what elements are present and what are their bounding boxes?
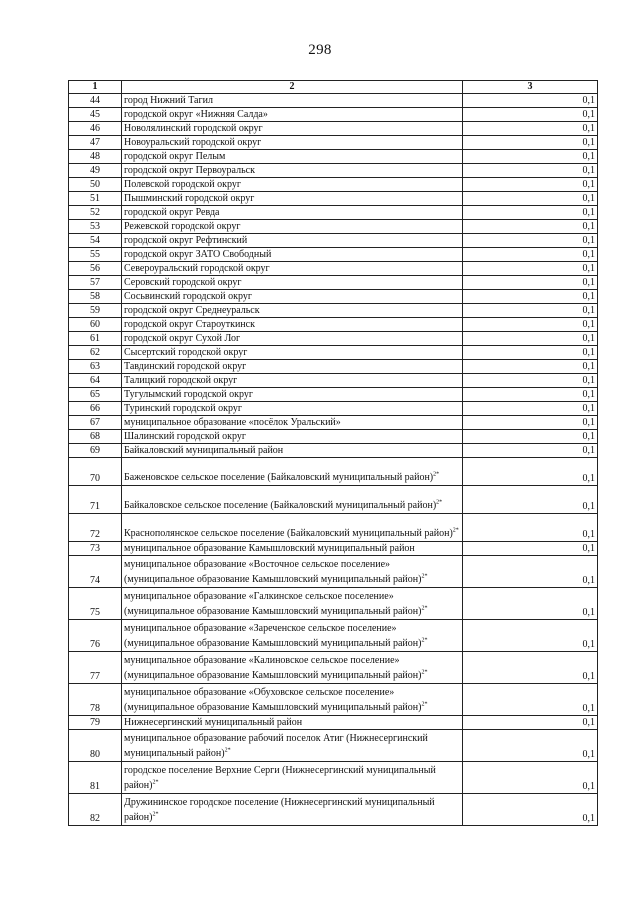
row-value: 0,1 [463,276,598,290]
row-value: 0,1 [463,290,598,304]
row-number: 70 [69,458,122,486]
row-number: 67 [69,416,122,430]
row-number: 51 [69,192,122,206]
row-name-cell [122,794,463,826]
header-col-3: 3 [463,81,598,94]
row-name-cell [122,248,463,262]
row-number: 65 [69,388,122,402]
table-row [69,360,598,374]
row-name-cell [122,136,463,150]
table-row [69,234,598,248]
row-name: городской округ Сухой Лог [124,333,241,344]
row-value: 0,1 [463,716,598,730]
row-number: 56 [69,262,122,276]
row-name: Сосьвинский городской округ [124,291,252,302]
row-name-cell [122,192,463,206]
row-name: Талицкий городской округ [124,375,238,386]
row-number: 48 [69,150,122,164]
footnote-mark: 2* [224,747,231,754]
page-number: 298 [308,42,332,58]
footnote-mark: 2* [152,779,159,786]
row-name-cell [122,444,463,458]
table-row [69,794,598,826]
row-name-cell [122,346,463,360]
table-row [69,304,598,318]
row-number: 61 [69,332,122,346]
row-number: 71 [69,486,122,514]
table-row [69,262,598,276]
table-row [69,220,598,234]
row-value: 0,1 [463,762,598,794]
row-number: 78 [69,684,122,716]
row-name-cell [122,416,463,430]
row-name: город Нижний Тагил [124,95,213,106]
row-name-cell [122,220,463,234]
row-name: Тугулымский городской округ [124,389,253,400]
row-name-cell [122,762,463,794]
row-name-cell [122,556,463,588]
row-value: 0,1 [463,192,598,206]
row-name-cell [122,276,463,290]
footnote-mark: 2* [421,637,428,644]
row-value: 0,1 [463,514,598,542]
table-row [69,556,598,588]
row-name-cell [122,122,463,136]
row-number: 63 [69,360,122,374]
row-name-cell [122,290,463,304]
row-value: 0,1 [463,652,598,684]
row-number: 79 [69,716,122,730]
table-row [69,206,598,220]
row-name: Байкаловское сельское поселение (Байкаловский муниципальный район) [124,500,437,511]
row-name-cell [122,108,463,122]
table-header-row [69,81,598,94]
row-value: 0,1 [463,136,598,150]
row-name: городской округ Рефтинский [124,235,248,246]
row-value: 0,1 [463,486,598,514]
row-value: 0,1 [463,94,598,108]
row-number: 49 [69,164,122,178]
footnote-mark: 2* [433,471,440,478]
row-number: 57 [69,276,122,290]
table-body [69,81,598,826]
row-value: 0,1 [463,542,598,556]
row-name: Баженовское сельское поселение (Байкаловский муниципальный район) [124,472,434,483]
row-name: муниципальное образование рабочий поселок Атиг (Нижнесергинский муниципальный район) [124,733,428,759]
table-row [69,542,598,556]
row-name: муниципальное образование «Калиновское сельское поселение» (муниципальное образование Камышловский муниципальный район) [124,655,422,681]
row-name: Байкаловский муниципальный район [124,445,284,456]
row-value: 0,1 [463,360,598,374]
row-name: Нижнесергинский муниципальный район [124,717,303,728]
table-row [69,332,598,346]
table-row [69,178,598,192]
row-name: городской округ Среднеуральск [124,305,260,316]
row-name-cell [122,206,463,220]
table-row [69,430,598,444]
row-value: 0,1 [463,332,598,346]
row-number: 75 [69,588,122,620]
row-name: Североуральский городской округ [124,263,270,274]
table-row [69,318,598,332]
row-number: 54 [69,234,122,248]
row-name: Полевской городской округ [124,179,241,190]
row-number: 44 [69,94,122,108]
row-name: Краснополянское сельское поселение (Байкаловский муниципальный район) [124,528,453,539]
row-name-cell [122,164,463,178]
row-value: 0,1 [463,248,598,262]
row-value: 0,1 [463,206,598,220]
row-name-cell [122,430,463,444]
row-name-cell [122,588,463,620]
row-name: городской округ Пелым [124,151,226,162]
row-value: 0,1 [463,374,598,388]
row-name-cell [122,304,463,318]
row-name: муниципальное образование «посёлок Уральский» [124,417,341,428]
table-row [69,730,598,762]
row-name-cell [122,684,463,716]
row-name: Новоуральский городской округ [124,137,262,148]
row-name: городской округ ЗАТО Свободный [124,249,272,260]
row-number: 64 [69,374,122,388]
row-value: 0,1 [463,164,598,178]
row-value: 0,1 [463,620,598,652]
row-value: 0,1 [463,388,598,402]
row-number: 73 [69,542,122,556]
row-name: муниципальное образование «Восточное сельское поселение» (муниципальное образование Камышловский муниципальный район) [124,559,422,585]
table-row [69,716,598,730]
row-name-cell [122,360,463,374]
row-name-cell [122,150,463,164]
row-number: 53 [69,220,122,234]
row-name: городской округ Ревда [124,207,220,218]
row-name-cell [122,318,463,332]
row-name-cell [122,388,463,402]
row-number: 77 [69,652,122,684]
table-row [69,762,598,794]
table-row [69,164,598,178]
row-value: 0,1 [463,234,598,248]
row-name: Дружининское городское поселение (Нижнесергинский муниципальный район) [124,797,435,823]
row-name: муниципальное образование Камышловский муниципальный район [124,543,415,554]
row-name: городской округ «Нижняя Салда» [124,109,268,120]
row-value: 0,1 [463,402,598,416]
row-number: 68 [69,430,122,444]
row-name-cell [122,486,463,514]
footnote-mark: 2* [421,573,428,580]
row-number: 47 [69,136,122,150]
row-name: Серовский городской округ [124,277,242,288]
row-number: 69 [69,444,122,458]
row-name-cell [122,332,463,346]
table-row [69,276,598,290]
row-name: муниципальное образование «Обуховское сельское поселение» (муниципальное образование Камышловский муниципальный район) [124,687,422,713]
row-name: Туринский городской округ [124,403,242,414]
row-name-cell [122,178,463,192]
row-number: 45 [69,108,122,122]
row-name: муниципальное образование «Зареченское сельское поселение» (муниципальное образование Камышловский муниципальный район) [124,623,422,649]
table-row [69,122,598,136]
row-value: 0,1 [463,150,598,164]
row-value: 0,1 [463,178,598,192]
footnote-mark: 2* [436,499,443,506]
row-name-cell [122,716,463,730]
row-name-cell [122,94,463,108]
row-value: 0,1 [463,458,598,486]
footnote-mark: 2* [152,811,159,818]
row-name-cell [122,620,463,652]
row-name: городской округ Первоуральск [124,165,255,176]
table-row [69,374,598,388]
row-number: 76 [69,620,122,652]
row-number: 72 [69,514,122,542]
table-row [69,150,598,164]
row-name: муниципальное образование «Галкинское сельское поселение» (муниципальное образование Камышловский муниципальный район) [124,591,422,617]
table-row [69,684,598,716]
row-value: 0,1 [463,346,598,360]
row-name: Режевской городской округ [124,221,241,232]
row-name-cell [122,652,463,684]
row-value: 0,1 [463,588,598,620]
table-row [69,416,598,430]
row-name: Сысертский городской округ [124,347,248,358]
row-value: 0,1 [463,262,598,276]
table-row [69,388,598,402]
row-number: 80 [69,730,122,762]
table-row [69,588,598,620]
table-row [69,444,598,458]
row-name: Новолялинский городской округ [124,123,263,134]
row-number: 46 [69,122,122,136]
table-row [69,290,598,304]
row-name-cell [122,514,463,542]
row-number: 82 [69,794,122,826]
table-row [69,346,598,360]
header-col-1: 1 [69,81,122,94]
table-row [69,94,598,108]
header-col-2: 2 [122,81,463,94]
row-name-cell [122,730,463,762]
table-row [69,486,598,514]
row-number: 74 [69,556,122,588]
row-number: 52 [69,206,122,220]
row-name-cell [122,542,463,556]
row-number: 81 [69,762,122,794]
row-number: 60 [69,318,122,332]
table-row [69,458,598,486]
row-value: 0,1 [463,318,598,332]
row-value: 0,1 [463,430,598,444]
table-row [69,108,598,122]
row-value: 0,1 [463,304,598,318]
row-value: 0,1 [463,220,598,234]
row-name: городской округ Староуткинск [124,319,255,330]
row-name: Шалинский городской округ [124,431,246,442]
row-number: 59 [69,304,122,318]
row-number: 55 [69,248,122,262]
table-row [69,136,598,150]
table-row [69,652,598,684]
row-number: 62 [69,346,122,360]
row-value: 0,1 [463,416,598,430]
table-row [69,192,598,206]
footnote-mark: 2* [421,605,428,612]
footnote-mark: 2* [421,669,428,676]
row-name: Пышминский городской округ [124,193,255,204]
row-name-cell [122,402,463,416]
row-name-cell [122,234,463,248]
table-row [69,248,598,262]
row-name: городское поселение Верхние Серги (Нижнесергинский муниципальный район) [124,765,436,791]
row-value: 0,1 [463,108,598,122]
row-name-cell [122,458,463,486]
table-row [69,514,598,542]
row-name: Тавдинский городской округ [124,361,247,372]
row-name-cell [122,262,463,276]
row-number: 66 [69,402,122,416]
row-value: 0,1 [463,684,598,716]
table-row [69,402,598,416]
row-value: 0,1 [463,122,598,136]
row-value: 0,1 [463,794,598,826]
municipality-table [68,80,598,826]
row-value: 0,1 [463,556,598,588]
row-name-cell [122,374,463,388]
row-number: 50 [69,178,122,192]
table-row [69,620,598,652]
row-value: 0,1 [463,730,598,762]
footnote-mark: 2* [452,527,459,534]
row-value: 0,1 [463,444,598,458]
footnote-mark: 2* [421,701,428,708]
row-number: 58 [69,290,122,304]
